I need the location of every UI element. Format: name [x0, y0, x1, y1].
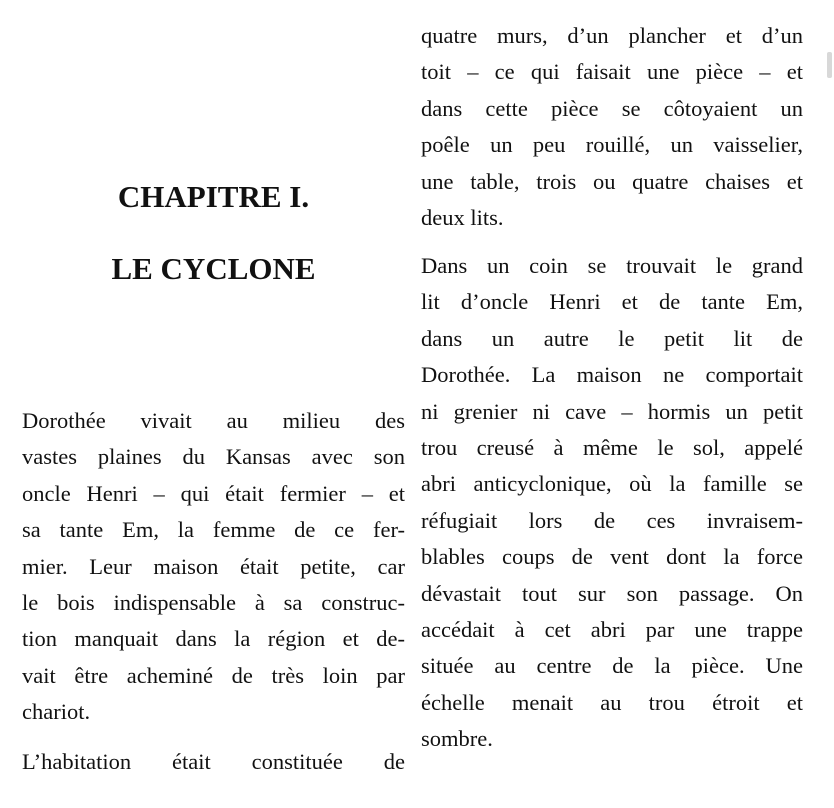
text-line: Dorothée. La maison ne comportait [421, 362, 803, 388]
text-line: échelle menait au trou étroit et [421, 689, 803, 715]
text-line: oncle Henri – qui était fermier – et [22, 480, 405, 506]
paragraph [421, 18, 803, 236]
text-line: tion manquait dans la région et de- [22, 626, 405, 652]
text-line: ni grenier ni cave – hormis un petit [421, 398, 803, 424]
text-line: Dorothée vivait au milieu des [22, 408, 405, 433]
text-line: vastes plaines du Kansas avec son [22, 444, 405, 470]
text-line: accédait à cet abri par une trappe [421, 616, 803, 642]
text-line: une table, trois ou quatre chaises et [421, 168, 803, 194]
text-line: Dans un coin se trouvait le grand [421, 253, 803, 278]
paragraph [22, 744, 405, 780]
text-line: mier. Leur maison était petite, car [22, 553, 405, 579]
text-line: sa tante Em, la femme de ce fer- [22, 517, 405, 543]
text-line: réfugiait lors de ces invraisem- [421, 507, 803, 533]
text-line: poêle un peu rouillé, un vaisselier, [421, 132, 803, 158]
text-line: blables coups de vent dont la force [421, 544, 803, 570]
text-line: le bois indispensable à sa construc- [22, 589, 405, 615]
text-line: deux lits. [421, 204, 504, 230]
text-line: lit d’oncle Henri et de tante Em, [421, 289, 803, 315]
chapter-title: LE CYCLONE [111, 251, 316, 286]
text-line: située au centre de la pièce. Une [421, 653, 803, 679]
text-line: L’habitation était constituée de [22, 749, 405, 774]
text-line: dans un autre le petit lit de [421, 325, 803, 351]
text-line: dévastait tout sur son passage. On [421, 580, 803, 606]
paragraph [22, 403, 405, 731]
text-line: quatre murs, d’un plancher et d’un [421, 23, 803, 48]
text-line: toit – ce qui faisait une pièce – et [421, 59, 803, 85]
text-line: vait être acheminé de très loin par [22, 662, 405, 688]
text-line: abri anticyclonique, où la famille se [421, 471, 803, 497]
text-line: chariot. [22, 699, 91, 725]
page-edge-mark [827, 52, 832, 78]
text-line: trou creusé à même le sol, appelé [421, 434, 803, 460]
paragraph [421, 248, 803, 757]
text-line: dans cette pièce se côtoyaient un [421, 95, 803, 121]
text-line: sombre. [421, 726, 493, 752]
chapter-number: CHAPITRE I. [117, 179, 310, 214]
